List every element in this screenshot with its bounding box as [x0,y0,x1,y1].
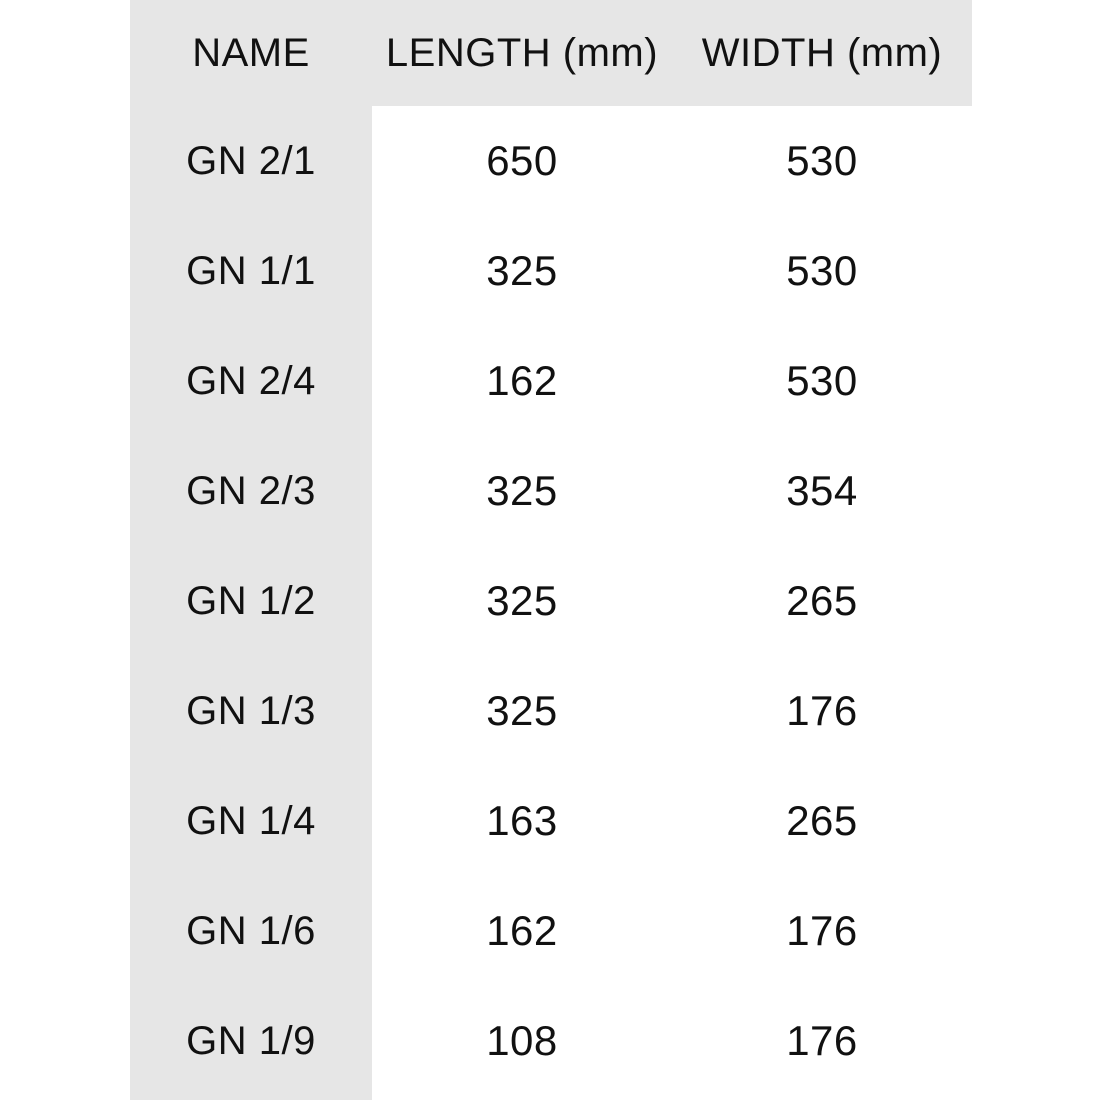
cell-length: 650 [486,137,558,184]
table-row [130,986,972,1096]
table-row [130,106,972,216]
table-row [130,326,972,436]
cell-length: 163 [486,797,558,844]
cell-name: GN 1/9 [186,1018,316,1063]
cell-length: 325 [486,247,558,294]
cell-width: 176 [786,687,858,734]
cell-name: GN 1/4 [186,798,316,843]
cell-name: GN 2/1 [186,138,316,183]
cell-width: 176 [786,1017,858,1064]
table-header-row [130,0,972,106]
table-header [130,0,972,106]
cell-width: 265 [786,797,858,844]
column-header-name: NAME [192,30,310,75]
table-row [130,766,972,876]
gastronorm-size-table [130,0,972,1096]
table-row [130,656,972,766]
cell-name: GN 2/3 [186,468,316,513]
column-header-width: WIDTH (mm) [701,30,943,75]
table-row [130,216,972,326]
cell-width: 265 [786,577,858,624]
cell-width: 530 [786,247,858,294]
cell-name: GN 2/4 [186,358,316,403]
cell-length: 162 [486,357,558,404]
cell-width: 530 [786,137,858,184]
column-header-length: LENGTH (mm) [385,30,659,75]
table-row [130,876,972,986]
cell-width: 176 [786,907,858,954]
table-body [130,106,972,1096]
cell-name: GN 1/2 [186,578,316,623]
cell-name: GN 1/6 [186,908,316,953]
cell-length: 162 [486,907,558,954]
cell-name: GN 1/3 [186,688,316,733]
cell-width: 354 [786,467,858,514]
table-row [130,546,972,656]
cell-length: 325 [486,687,558,734]
cell-length: 108 [486,1017,558,1064]
cell-width: 530 [786,357,858,404]
cell-name: GN 1/1 [186,248,316,293]
cell-length: 325 [486,467,558,514]
cell-length: 325 [486,577,558,624]
table-row [130,436,972,546]
